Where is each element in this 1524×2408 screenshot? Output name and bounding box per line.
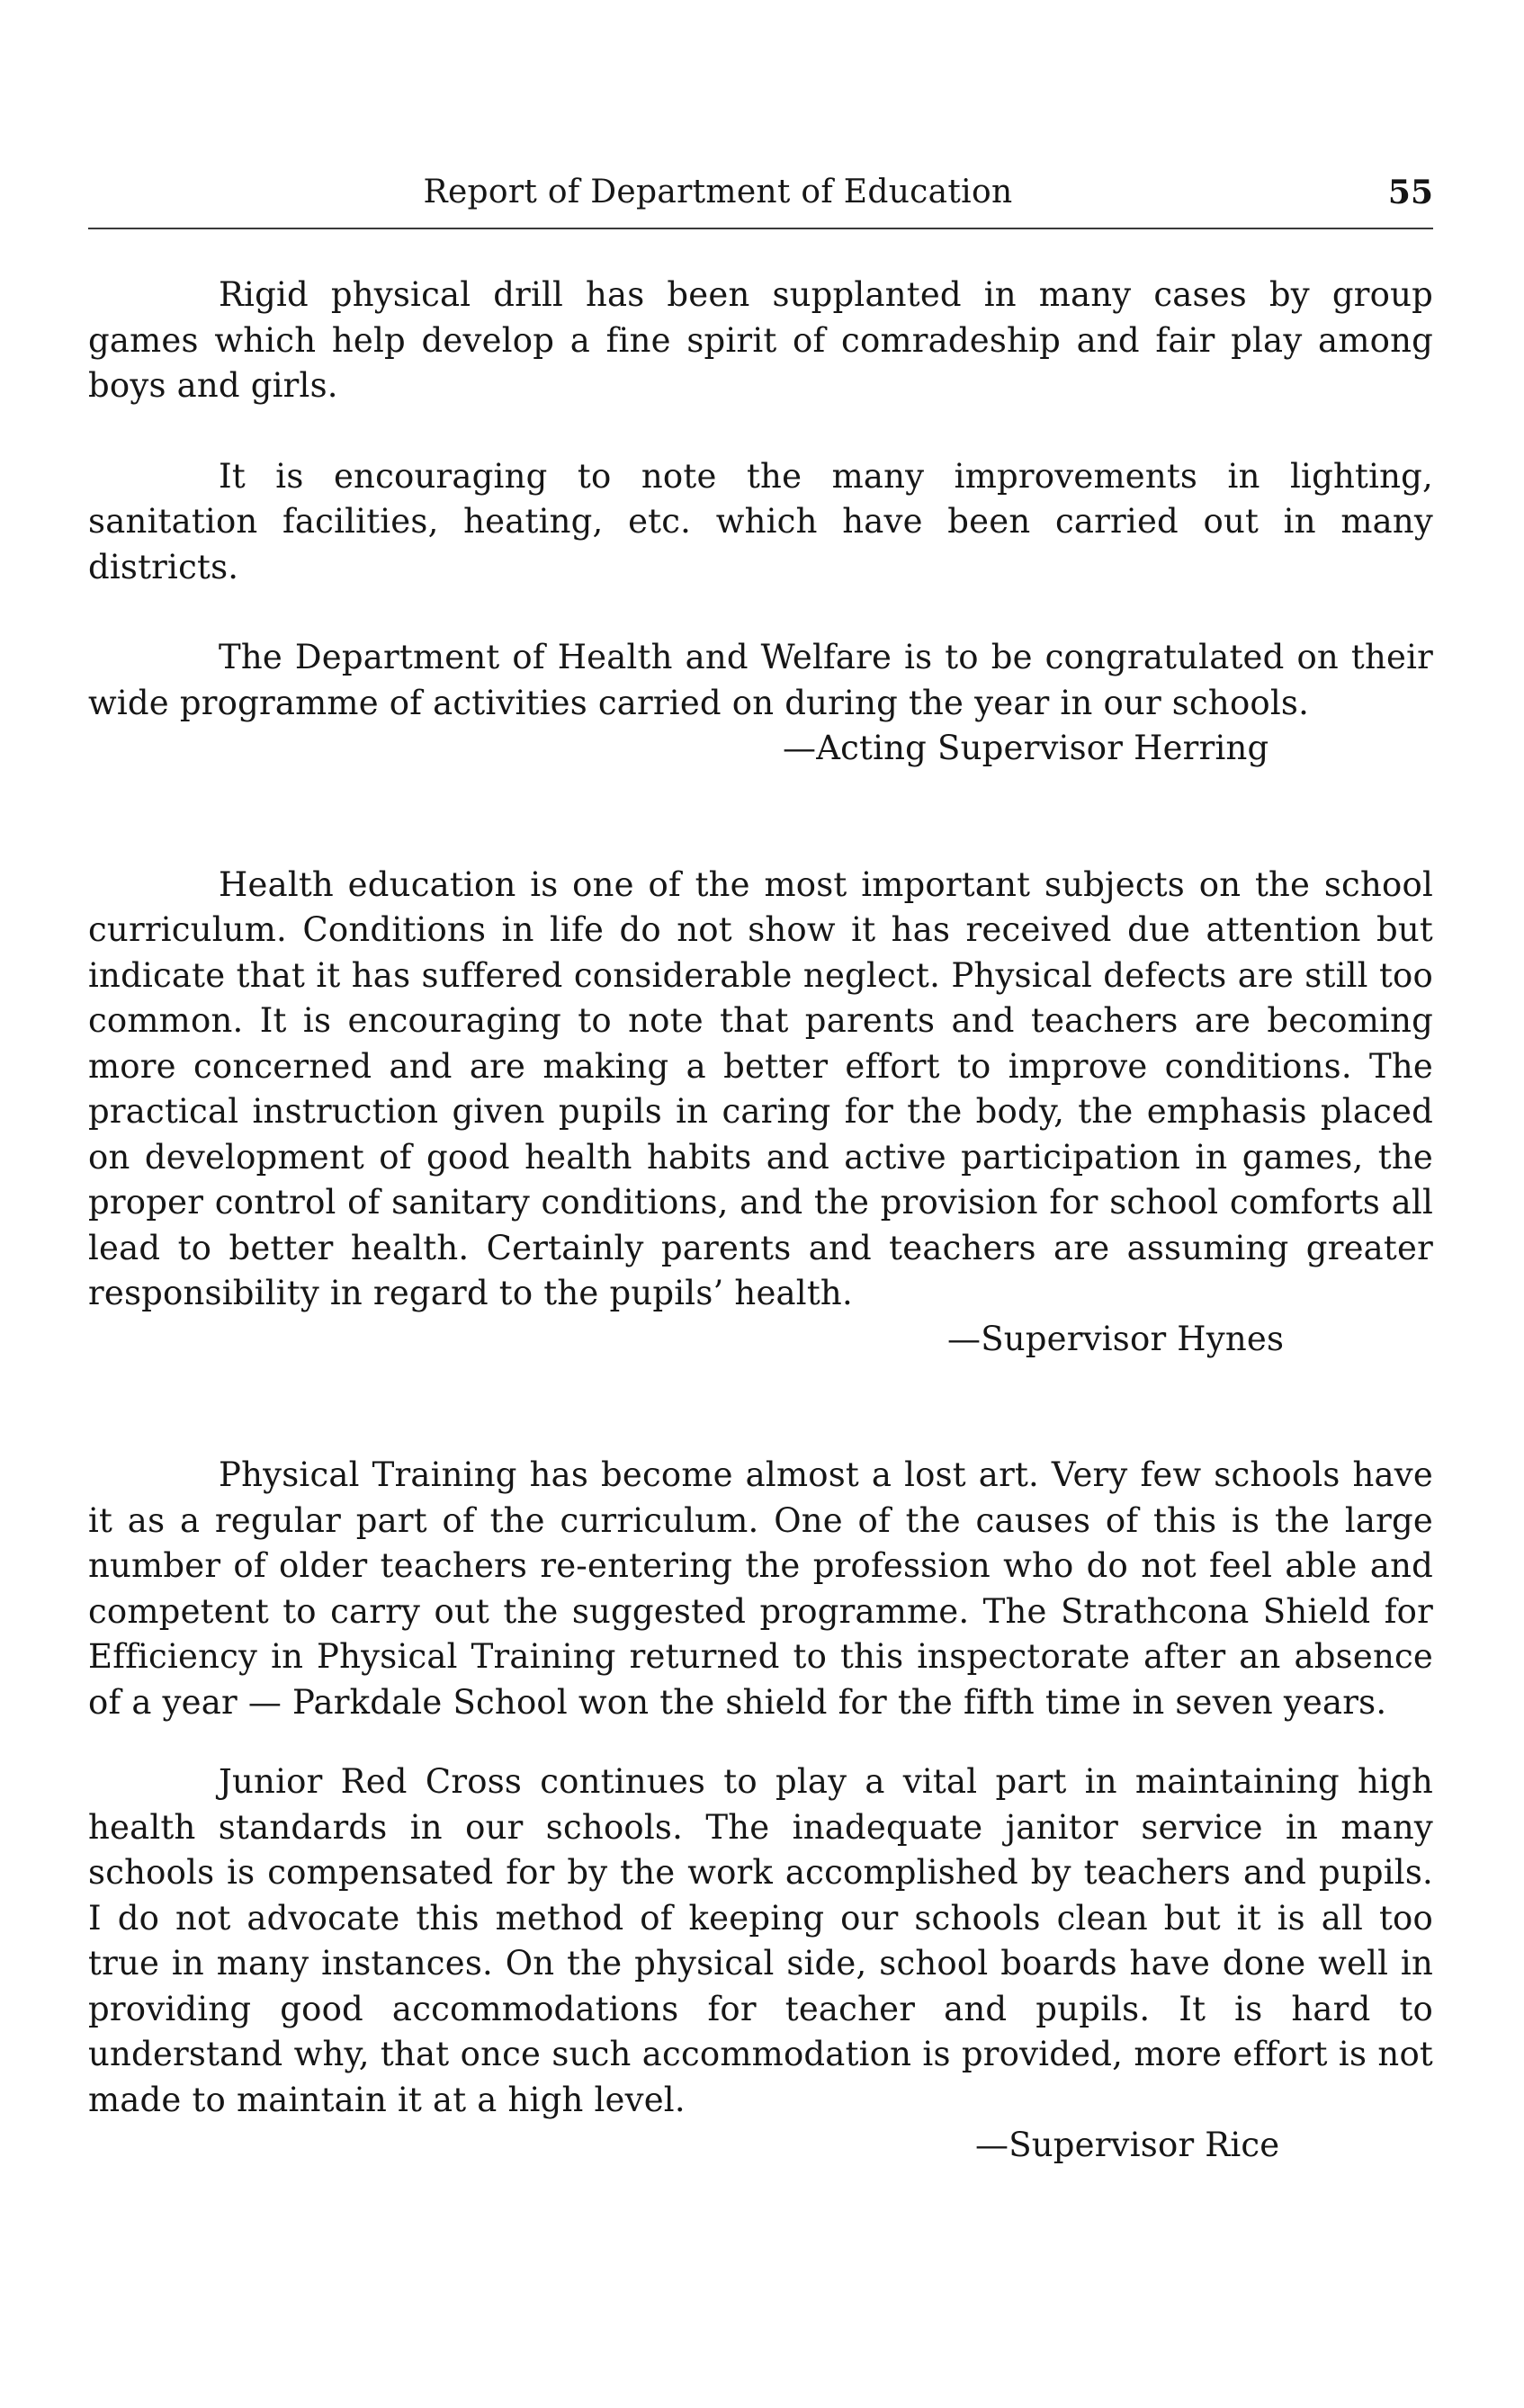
signature-hynes: —Supervisor Hynes xyxy=(947,1319,1285,1358)
paragraph-improvements: It is encouraging to note the many improvements in lighting, sanitation facilities, heating, etc. which have been carried out in many districts. xyxy=(88,456,1433,586)
page-number: 55 xyxy=(1387,174,1433,211)
body-text xyxy=(88,273,1433,2169)
running-title: Report of Department of Education xyxy=(423,174,1013,210)
paragraph-junior-red-cross: Junior Red Cross continues to play a vital part in maintaining high health standards in our schools. The inadequate janitor service in many schools is compensated for by the work accomplished by teachers and pupils. I do not advocate this method of keeping our schools clean but it is all too true in many instances. On the physical side, school boards have done well in providing good accommodations for teacher and pupils. It is hard to understand why, that once such accommodation is provided, more effort is not made to maintain it at a high level. xyxy=(88,1762,1433,2119)
paragraph-group-games: Rigid physical drill has been supplanted in many cases by group games which help develop a fine spirit of comradeship and fair play among boys and girls. xyxy=(88,275,1433,405)
running-header xyxy=(88,171,1433,214)
signature-herring: —Acting Supervisor Herring xyxy=(783,729,1269,767)
paragraph-health-welfare: The Department of Health and Welfare is to be congratulated on their wide programme of activities carried on during the year in our schools. xyxy=(88,638,1433,722)
header-rule xyxy=(88,228,1433,229)
signature-rice: —Supervisor Rice xyxy=(975,2126,1280,2164)
paragraph-physical-training: Physical Training has become almost a lost art. Very few schools have it as a regular part of the curriculum. One of the causes of this is the large number of older teachers re-entering the profession who do not feel able and competent to carry out the suggested programme. The Strathcona Shield for Efficiency in Physical Training returned to this inspectorate after an absence of a year — Parkdale School won the shield for the fifth time in seven years. xyxy=(88,1455,1433,1722)
paragraph-health-education: Health education is one of the most important subjects on the school curriculum. Conditions in life do not show it has received due attention but indicate that it has suffered considerable neglect. Physical defects are still too common. It is encouraging to note that parents and teachers are becoming more concerned and are making a better effort to improve conditions. The practical instruction given pupils in caring for the body, the emphasis placed on development of good health habits and active participation in games, the proper control of sanitary conditions, and the provision for school comforts all lead to better health. Certainly parents and teachers are assuming greater responsibility in regard to the pupils’ health. xyxy=(88,864,1433,1312)
